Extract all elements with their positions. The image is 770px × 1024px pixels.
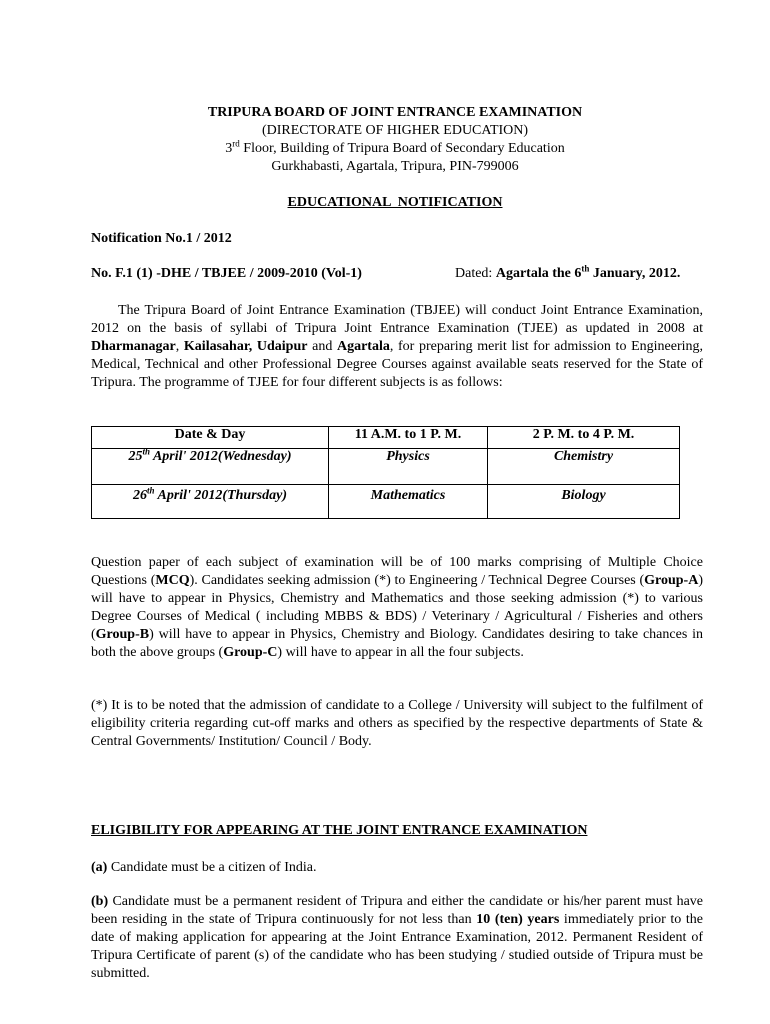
table-row — [92, 485, 680, 519]
floor-number: 3 — [225, 141, 233, 156]
floor-suffix: rd — [232, 138, 240, 149]
qp-text-3: ) will have to appear in Physics, Chemistry and Mathematics and those seeking admission (*) to various Degree Courses of Medical ( including MBBS & BDS) / Veterinary / Agricultural / Fisheries and others ( — [91, 573, 703, 642]
eligibility-item-a — [91, 859, 703, 877]
eligibility-item-b — [91, 893, 703, 983]
floor-text: Floor, Building of Tripura Board of Secondary Education — [239, 141, 565, 156]
schedule-date-cell — [92, 446, 329, 485]
schedule-header-afternoon: 2 P. M. to 4 P. M. — [488, 427, 680, 449]
exam-schedule-table — [91, 426, 680, 519]
schedule-day-text: April' 2012(Thursday) — [154, 488, 287, 503]
schedule-afternoon-cell: Chemistry — [488, 449, 680, 485]
schedule-day-num: 25 — [128, 449, 143, 464]
office-floor — [0, 138, 770, 157]
qp-bold-1: MCQ — [155, 573, 190, 588]
dated-rest: January, 2012. — [589, 266, 681, 281]
intro-text-4: , for preparing merit list for admission to Engineering, Medical, Technical and other Professional Degree Courses against available seats reserved for the State of Tripura. The programme of TJEE for four different subjects is as follows: — [91, 339, 704, 390]
office-address: Gurkhabasti, Agartala, Tripura, PIN-799006 — [271, 159, 519, 174]
schedule-day-num: 26 — [132, 488, 147, 503]
intro-bold-2: Kailasahar, Udaipur — [183, 339, 308, 354]
qp-bold-4: Group-C — [223, 645, 278, 660]
dated-line — [455, 263, 681, 282]
reference-number: No. F.1 (1) -DHE / TBJEE / 2009-2010 (Vol-1) — [91, 266, 362, 281]
schedule-header-row — [92, 427, 680, 449]
dated-suffix: th — [581, 263, 590, 274]
admission-note-paragraph: (*) It is to be noted that the admission of candidate to a College / University will subject to the fulfilment of eligibility criteria regarding cut-off marks and others as specified by the respective departments of State & Central Governments/ Institution/ Council / Body. — [91, 698, 703, 749]
eligibility-b-text-2: immediately prior to the date of making application for appearing at the Joint Entrance Examination, 2012. Permanent Resident of Tripura Certificate of parent (s) of the candidate who has been studying / studied outside of Tripura must be submitted. — [91, 912, 703, 981]
dated-place: Agartala the 6 — [495, 266, 582, 281]
eligibility-b-label: (b) — [91, 894, 109, 909]
intro-bold-3: Agartala — [336, 339, 390, 354]
question-paper-paragraph — [91, 554, 703, 662]
schedule-day-suffix: th — [142, 446, 150, 457]
qp-bold-3: Group-B — [95, 627, 150, 642]
schedule-header-morning: 11 A.M. to 1 P. M. — [329, 427, 488, 449]
notification-number: Notification No.1 / 2012 — [91, 231, 232, 246]
schedule-morning-cell: Mathematics — [329, 485, 488, 519]
qp-bold-2: Group-A — [644, 573, 699, 588]
schedule-date-cell — [92, 485, 329, 519]
intro-text-2: , — [175, 339, 184, 354]
qp-text-5: ) will have to appear in all the four subjects. — [277, 645, 524, 660]
qp-text-2: ). Candidates seeking admission (*) to Engineering / Technical Degree Courses ( — [189, 573, 645, 588]
eligibility-a-label: (a) — [91, 860, 108, 875]
dated-label: Dated: — [455, 266, 496, 281]
schedule-morning-cell: Physics — [329, 449, 488, 485]
intro-text-3: and — [307, 339, 337, 354]
eligibility-a-text: Candidate must be a citizen of India. — [107, 860, 317, 875]
eligibility-b-bold: 10 (ten) years — [476, 912, 560, 927]
eligibility-b-text-1: Candidate must be a permanent resident of Tripura and either the candidate or his/her parent must have been residing in the state of Tripura continuously for not less than — [91, 894, 703, 927]
table-row — [92, 449, 680, 485]
schedule-day-suffix: th — [146, 485, 155, 496]
intro-paragraph — [91, 302, 703, 392]
board-name: TRIPURA BOARD OF JOINT ENTRANCE EXAMINATION — [207, 105, 583, 120]
document-title: EDUCATIONAL NOTIFICATION — [287, 195, 503, 210]
intro-bold-1: Dharmanagar — [91, 339, 176, 354]
qp-text-4: ) will have to appear in Physics, Chemistry and Biology. Candidates desiring to take chances in both the above groups ( — [91, 627, 703, 660]
intro-text-1: The Tripura Board of Joint Entrance Examination (TBJEE) will conduct Joint Entrance Examination, 2012 on the basis of syllabi of Tripura Joint Entrance Examination (TJEE) as updated in 2008 at — [91, 303, 703, 336]
directorate: (DIRECTORATE OF HIGHER EDUCATION) — [261, 123, 529, 138]
schedule-header-date: Date & Day — [92, 427, 329, 449]
schedule-day-text: April' 2012(Wednesday) — [149, 449, 292, 464]
eligibility-heading: ELIGIBILITY FOR APPEARING AT THE JOINT ENTRANCE EXAMINATION — [91, 823, 588, 838]
schedule-afternoon-cell: Biology — [488, 485, 680, 519]
qp-text-1: Question paper of each subject of examination will be of 100 marks comprising of Multiple Choice Questions ( — [91, 555, 703, 588]
